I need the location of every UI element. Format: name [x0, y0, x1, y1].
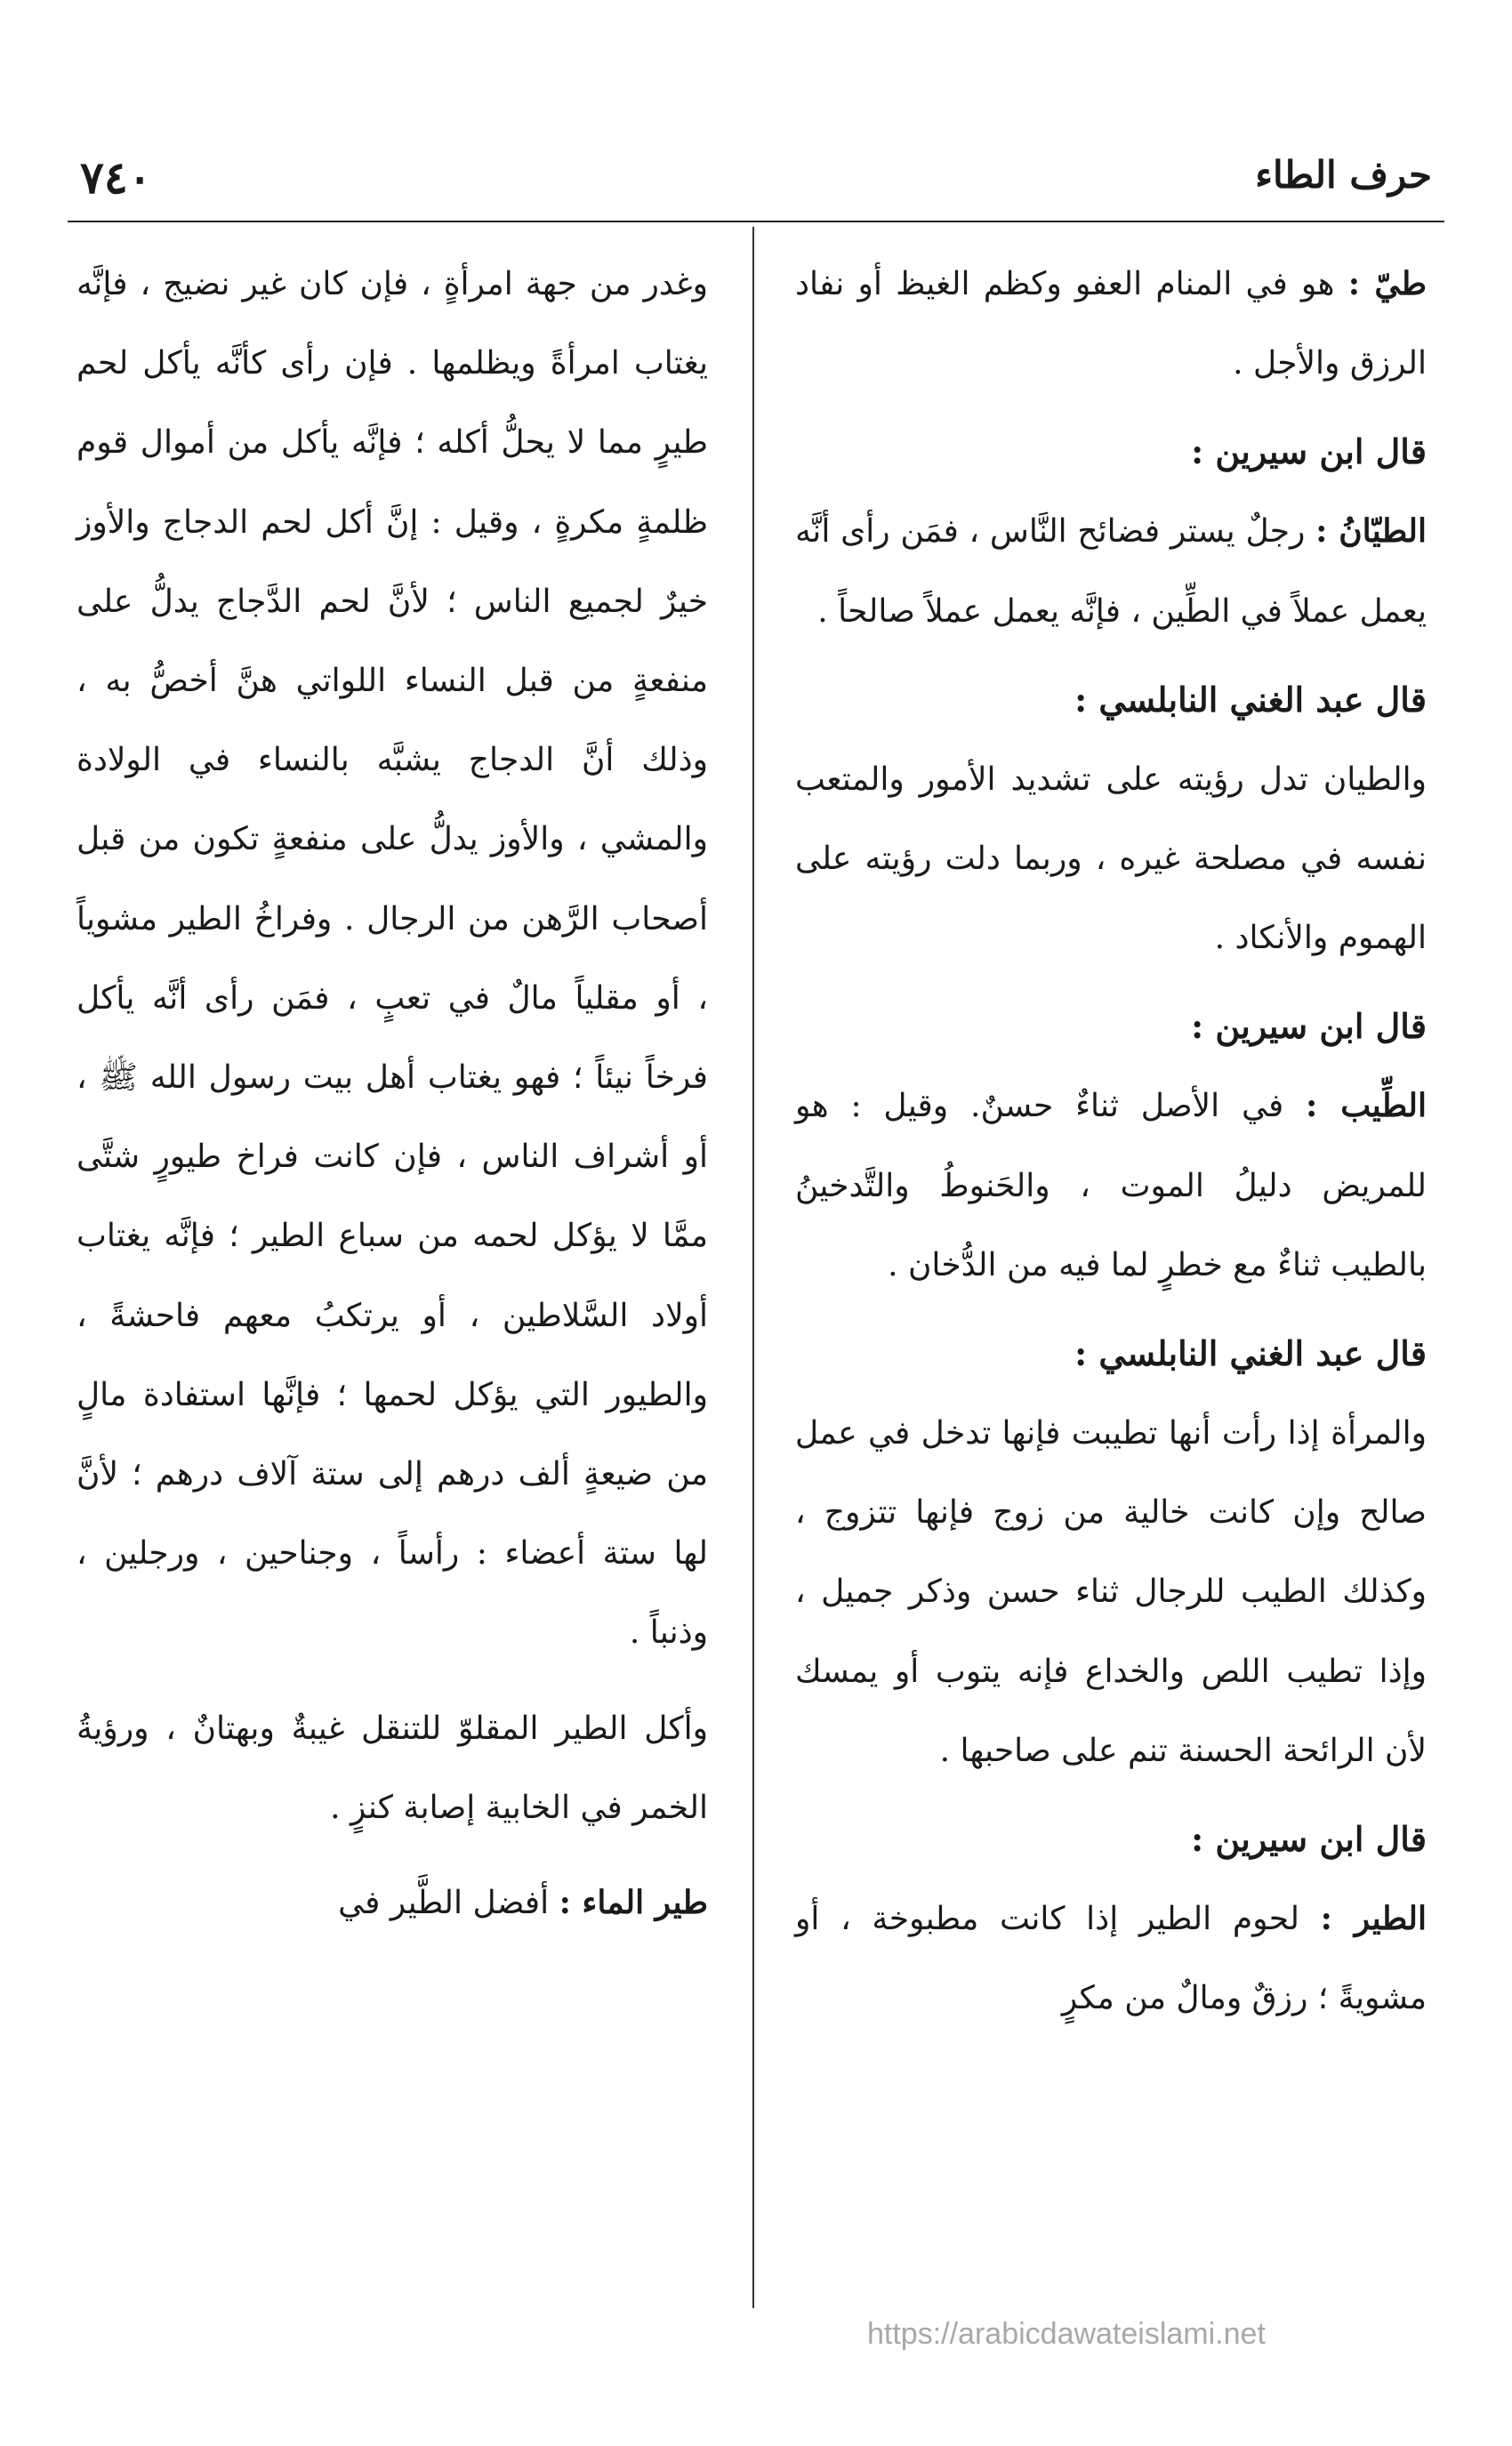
entry-text: في الأصل ثناءٌ حسنٌ. وقيل : هو للمريض دليلُ الموت ، والحَنوطُ والتَّدخينُ بالطيب ثناءٌ مع خطرٍ لما فيه من الدُّخان .	[795, 1088, 1427, 1283]
source-heading: قال عبد الغني النابلسي :	[1074, 1333, 1427, 1374]
entry-fried-bird: وأكل الطير المقلوّ للتنقل غيبةٌ وبهتانٌ ، ورؤيةُ الخمر في الخابية إصابة كنزٍ .	[76, 1710, 708, 1826]
entry-term: الطير :	[1320, 1900, 1427, 1938]
entry-tib-nabulsi: والمرأة إذا رأت أنها تطيبت فإنها تدخل في عمل صالح وإن كانت خالية من زوج فإنها تتزوج ، وكذلك الطيب للرجال ثناء حسن وذكر جميل ، وإذا تطيب اللص والخداع فإنه يتوب أو يمسك لأن الرائحة الحسنة تنم على صاحبها .	[795, 1415, 1427, 1769]
entry-tay	[795, 245, 1427, 403]
entry-text: هو في المنام العفو وكظم الغيظ أو نفاد الرزق والأجل .	[795, 266, 1427, 382]
right-column	[795, 245, 1427, 2038]
entry-term: الطِّيب :	[1306, 1087, 1427, 1125]
entry-text: أفضل الطَّير في	[338, 1885, 559, 1922]
entry-text: لحوم الطير إذا كانت مطبوخة ، أو مشويةً ؛ رزقٌ ومالٌ من مكرٍ	[795, 1901, 1427, 2017]
entry-water-bird	[76, 1863, 708, 1943]
source-heading: قال ابن سيرين :	[1191, 1819, 1427, 1860]
chapter-title: حرف الطاء	[1255, 153, 1432, 197]
entry-tayr-continued: وغدر من جهة امرأةٍ ، فإن كان غير نضيج ، فإنَّه يغتاب امرأةً ويظلمها . فإن رأى كأنَّه يأكل لحم طيرٍ مما لا يحلُّ أكله ؛ فإنَّه يأكل من أموال قوم ظلمةٍ مكرةٍ ، وقيل : إنَّ أكل لحم الدجاج والأوز خيرٌ لجميع الناس ؛ لأنَّ لحم الدَّجاج يدلُّ على منفعةٍ من قبل النساء اللواتي هنَّ أخصُّ به ، وذلك أنَّ الدجاج يشبَّه بالنساء في الولادة والمشي ، والأوز يدلُّ على منفعةٍ تكون من قبل أصحاب الرَّهن من الرجال . وفراخُ الطير مشوياً ، أو مقلياً مالٌ في تعبٍ ، فمَن رأى أنَّه يأكل فرخاً نيئاً ؛ فهو يغتاب أهل بيت رسول الله ﷺ ، أو أشراف الناس ، فإن كانت فراخ طيورٍ شتَّى ممَّا لا يؤكل لحمه من سباع الطير ؛ فإنَّه يغتاب أولاد السَّلاطين ، أو يرتكبُ معهم فاحشةً ، والطيور التي يؤكل لحمها ؛ فإنَّها استفادة مالٍ من ضيعةٍ ألف درهم إلى ستة آلاف درهم ؛ لأنَّ لها ستة أعضاء : رأساً ، وجناحين ، ورجلين ، وذنباً .	[76, 266, 709, 1652]
column-divider	[752, 227, 754, 2308]
entry-tayyan-nabulsi: والطيان تدل رؤيته على تشديد الأمور والمتعب نفسه في مصلحة غيره ، وربما دلت رؤيته على الهموم والأنكاد .	[795, 760, 1427, 957]
source-heading: قال عبد الغني النابلسي :	[1074, 679, 1427, 720]
entry-tayyan	[795, 492, 1427, 650]
page-number: ٧٤٠	[80, 151, 152, 204]
entry-tib	[795, 1066, 1427, 1305]
source-heading: قال ابن سيرين :	[1191, 431, 1427, 472]
entry-term: الطيّانُ :	[1315, 512, 1427, 551]
left-column	[76, 245, 708, 1943]
entry-term: طير الماء :	[559, 1884, 708, 1922]
entry-text: رجلٌ يستر فضائح النَّاس ، فمَن رأى أنَّه يعمل عملاً في الطِّين ، فإنَّه يعمل عملاً صالحاً .	[795, 513, 1427, 630]
entry-tayr	[795, 1879, 1427, 2038]
entry-term: طيّ :	[1347, 265, 1427, 302]
header-rule	[68, 221, 1444, 222]
source-heading: قال ابن سيرين :	[1191, 1006, 1427, 1047]
watermark-url: https://arabicdawateislami.net	[867, 2317, 1266, 2351]
